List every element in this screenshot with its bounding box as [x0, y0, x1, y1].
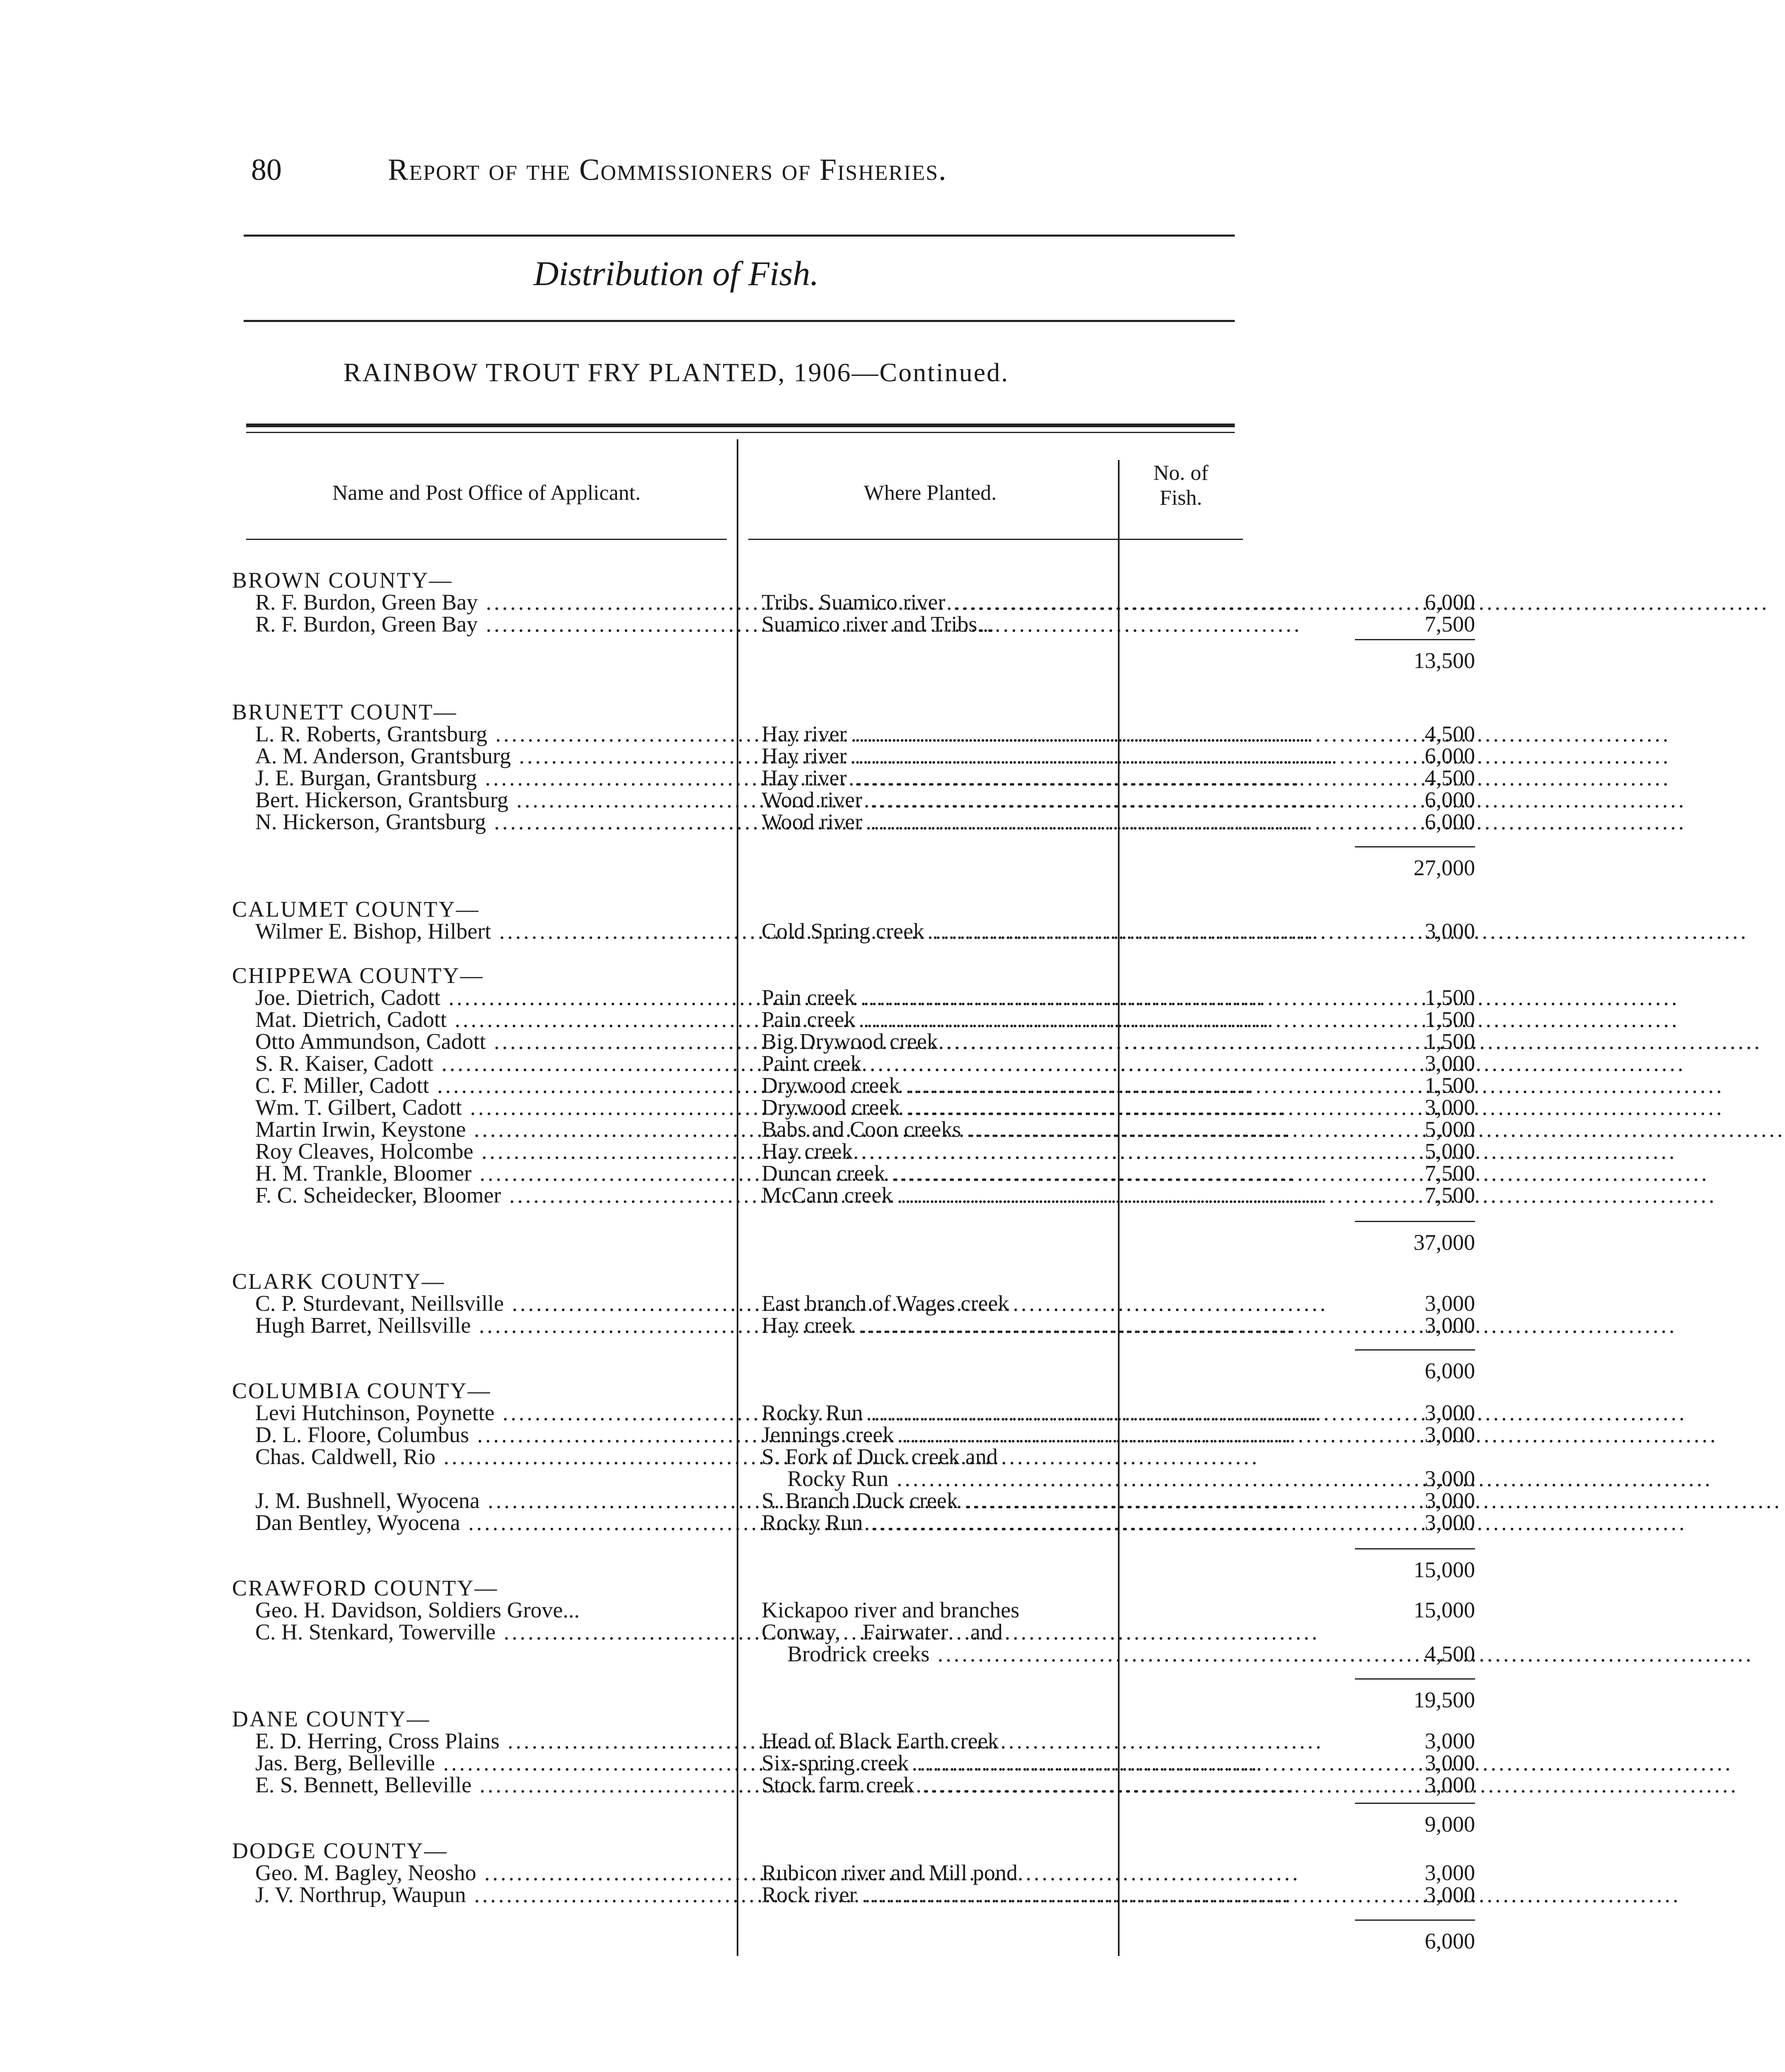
table-row: [232, 1641, 1475, 1666]
applicant-cell: Geo. M. Bagley, Neosho .....: [255, 1862, 744, 1884]
table-row: [232, 1510, 1475, 1535]
county-name: CHIPPEWA COUNTY—: [232, 963, 484, 988]
column-header-applicant: Name and Post Office of Applicant.: [332, 481, 641, 505]
table-row: [232, 1860, 1475, 1885]
applicant-cell: Otto Ammundson, Cadott .....: [255, 1031, 744, 1053]
county-block-brown: [232, 568, 1475, 673]
count-cell: 7,500: [1425, 1183, 1475, 1208]
county-name: CALUMET COUNTY—: [232, 897, 480, 922]
place-cell: S. Fork of Duck creek and: [762, 1444, 998, 1469]
applicant-cell: A. M. Anderson, Grantsburg .....: [255, 745, 744, 767]
place-cell: Suamico river and Tribs...: [762, 612, 994, 637]
place-cell: Rubicon river and Mill pond: [762, 1860, 1018, 1885]
table-row: [232, 1488, 1475, 1513]
total-rule: [1355, 1920, 1475, 1921]
running-title: Report of the Commissioners of Fisheries.: [388, 153, 947, 187]
place-cell: Babs and Coon creeks .....: [762, 1118, 1350, 1140]
county-total: 9,000: [1425, 1812, 1475, 1837]
table-row: [232, 743, 1475, 768]
county-total: 13,500: [1413, 648, 1475, 673]
count-cell: 3,000: [1425, 1860, 1475, 1885]
table-row: [232, 1598, 1475, 1622]
total-rule: [1355, 1803, 1475, 1804]
section-title: Distribution of Fish.: [533, 254, 819, 293]
table-rule-thin: [246, 432, 1235, 433]
place-cell: East branch of Wages creek: [762, 1291, 1009, 1316]
applicant-cell: D. L. Floore, Columbus .....: [255, 1424, 744, 1446]
table-row: [232, 1007, 1475, 1032]
column-header-place: Where Planted.: [863, 481, 997, 505]
count-cell: 6,000: [1425, 743, 1475, 768]
county-total: 15,000: [1413, 1557, 1475, 1582]
place-cell: Stock farm creek .....: [762, 1774, 1350, 1796]
page-number: 80: [251, 153, 282, 187]
count-cell: 7,500: [1425, 612, 1475, 637]
applicant-cell: Dan Bentley, Wyocena .....: [255, 1512, 744, 1534]
count-cell: 3,000: [1425, 1510, 1475, 1535]
column-header-count-line2: Fish.: [1159, 486, 1202, 510]
count-cell: 3,000: [1425, 919, 1475, 944]
place-cell: Drywood creek .....: [762, 1097, 1350, 1118]
county-total: 27,000: [1413, 855, 1475, 880]
count-cell: 6,000: [1425, 590, 1475, 615]
place-cell: Rocky Run .....: [787, 1468, 1376, 1490]
county-block-clark: [232, 1269, 1475, 1383]
column-header-count: [1119, 461, 1243, 511]
count-cell: 1,500: [1425, 1029, 1475, 1054]
count-cell: 1,500: [1425, 985, 1475, 1010]
applicant-cell: Levi Hutchinson, Poynette .....: [255, 1402, 744, 1424]
table-row: [232, 1422, 1475, 1447]
table-row: [232, 1161, 1475, 1186]
table-row: [232, 590, 1475, 615]
table-row: [232, 1400, 1475, 1425]
table-rule-thick: [246, 424, 1235, 427]
place-cell: Brodrick creeks .....: [787, 1643, 1376, 1665]
table-row: [232, 787, 1475, 812]
count-cell: 3,000: [1425, 1882, 1475, 1907]
count-cell: 1,500: [1425, 1073, 1475, 1098]
applicant-cell: E. S. Bennett, Belleville .....: [255, 1774, 744, 1796]
count-cell: 4,500: [1425, 765, 1475, 790]
table-row: [232, 919, 1475, 944]
applicant-cell: Wilmer E. Bishop, Hilbert .....: [255, 920, 744, 942]
table-row: [232, 612, 1475, 637]
applicant-cell: Chas. Caldwell, Rio .....: [255, 1446, 744, 1468]
county-total: 19,500: [1413, 1687, 1475, 1712]
count-cell: 15,000: [1413, 1598, 1475, 1622]
applicant-cell: R. F. Burdon, Green Bay .....: [255, 591, 744, 613]
county-total: 6,000: [1425, 1358, 1475, 1383]
column-header-underline-left: [246, 539, 727, 540]
count-cell: 3,000: [1425, 1488, 1475, 1513]
applicant-cell: S. R. Kaiser, Cadott .....: [255, 1053, 744, 1075]
place-cell: Duncan creek .....: [762, 1162, 1350, 1184]
table-row: [232, 721, 1475, 746]
applicant-cell: Jas. Berg, Belleville .....: [255, 1752, 744, 1774]
table-row: [232, 1621, 1243, 1643]
place-cell: Rocky Run .....: [762, 1512, 1350, 1534]
count-cell: 3,000: [1425, 1728, 1475, 1753]
place-cell: Rocky Run .....: [762, 1402, 1350, 1424]
table-row: [232, 1117, 1475, 1142]
applicant-cell: C. P. Sturdevant, Neillsville .....: [255, 1293, 744, 1314]
applicant-cell: J. V. Northrup, Waupun .....: [255, 1884, 744, 1906]
table-row: [232, 1446, 1243, 1468]
count-cell: 3,000: [1425, 1291, 1475, 1316]
table-row: [232, 1051, 1475, 1076]
place-cell: Hay creek .....: [762, 1140, 1350, 1162]
county-name: BRUNETT COUNT—: [232, 700, 457, 724]
county-block-columbia: [232, 1378, 1475, 1582]
count-cell: 6,000: [1425, 787, 1475, 812]
table-title: RAINBOW TROUT FRY PLANTED, 1906—Continued.: [343, 358, 1009, 387]
count-cell: 4,500: [1425, 1641, 1475, 1666]
count-cell: 3,000: [1425, 1313, 1475, 1338]
total-rule: [1355, 1221, 1475, 1222]
table-row: [232, 1750, 1475, 1775]
count-cell: 5,000: [1425, 1117, 1475, 1142]
place-cell: Pain creek .....: [762, 987, 1350, 1009]
table-row: [232, 1073, 1475, 1098]
place-cell: Drywood creek .....: [762, 1075, 1350, 1097]
applicant-cell: Wm. T. Gilbert, Cadott .....: [255, 1097, 744, 1118]
applicant-cell: R. F. Burdon, Green Bay .....: [255, 613, 744, 635]
place-cell: McCann creek .....: [762, 1184, 1350, 1206]
place-cell: Paint creek .....: [762, 1053, 1350, 1075]
county-total: 37,000: [1413, 1230, 1475, 1255]
applicant-cell: Mat. Dietrich, Cadott .....: [255, 1009, 744, 1031]
header-rule-bottom: [244, 320, 1235, 322]
count-cell: 3,000: [1425, 1750, 1475, 1775]
table-row: [232, 1882, 1475, 1907]
place-cell: Kickapoo river and branches: [762, 1598, 1020, 1622]
applicant-cell: Geo. H. Davidson, Soldiers Grove...: [255, 1598, 580, 1622]
place-cell: Big Drywood creek .....: [762, 1031, 1350, 1053]
table-row: [232, 1291, 1475, 1316]
total-rule: [1355, 1678, 1475, 1680]
place-cell: Hay river .....: [762, 745, 1350, 767]
applicant-cell: Joe. Dietrich, Cadott .....: [255, 987, 744, 1009]
county-name: DANE COUNTY—: [232, 1706, 431, 1731]
table-row: [232, 765, 1475, 790]
table-row: [232, 1728, 1475, 1753]
applicant-cell: N. Hickerson, Grantsburg .....: [255, 811, 744, 833]
county-name: DODGE COUNTY—: [232, 1838, 448, 1863]
header-rule-top: [244, 235, 1235, 237]
applicant-cell: Bert. Hickerson, Grantsburg .....: [255, 789, 744, 811]
applicant-cell: Roy Cleaves, Holcombe .....: [255, 1140, 744, 1162]
total-rule: [1355, 1349, 1475, 1351]
count-cell: 3,000: [1425, 1772, 1475, 1797]
place-cell: Six-spring creek .....: [762, 1752, 1350, 1774]
applicant-cell: H. M. Trankle, Bloomer .....: [255, 1162, 744, 1184]
table-row: [232, 1183, 1475, 1208]
place-cell: Head of Black Earth creek: [762, 1728, 999, 1753]
table-row: [232, 1313, 1475, 1338]
applicant-cell: F. C. Scheidecker, Bloomer .....: [255, 1184, 744, 1206]
county-name: CRAWFORD COUNTY—: [232, 1576, 498, 1600]
total-rule: [1355, 846, 1475, 847]
applicant-cell: Hugh Barret, Neillsville .....: [255, 1314, 744, 1336]
total-rule: [1355, 639, 1475, 640]
table-row: [232, 1772, 1475, 1797]
running-head: [251, 152, 1246, 190]
county-name: CLARK COUNTY—: [232, 1269, 445, 1294]
county-name: COLUMBIA COUNTY—: [232, 1378, 491, 1403]
table-row: [232, 985, 1475, 1010]
count-cell: 6,000: [1425, 809, 1475, 834]
count-cell: 3,000: [1425, 1095, 1475, 1120]
count-cell: 3,000: [1425, 1051, 1475, 1076]
place-cell: Wood river .....: [762, 811, 1350, 833]
applicant-cell: C. F. Miller, Cadott .....: [255, 1075, 744, 1097]
county-name: BROWN COUNTY—: [232, 568, 453, 593]
table-row: [232, 1139, 1475, 1164]
total-rule: [1355, 1548, 1475, 1549]
place-cell: Cold Spring creek .....: [762, 920, 1350, 942]
count-cell: 3,000: [1425, 1466, 1475, 1491]
applicant-cell: C. H. Stenkard, Towerville .....: [255, 1621, 744, 1643]
count-cell: 5,000: [1425, 1139, 1475, 1164]
county-block-dane: [232, 1706, 1475, 1837]
place-cell: Jennings creek .....: [762, 1424, 1350, 1446]
county-block-brunett: [232, 700, 1475, 880]
county-block-calumet: [232, 897, 1475, 944]
place-cell: Wood river .....: [762, 789, 1350, 811]
place-cell: Conway, Fairwater and: [762, 1619, 1003, 1644]
county-block-crawford: [232, 1576, 1475, 1712]
count-cell: 1,500: [1425, 1007, 1475, 1032]
applicant-cell: Martin Irwin, Keystone .....: [255, 1118, 744, 1140]
applicant-cell: J. E. Burgan, Grantsburg .....: [255, 767, 744, 789]
column-header-underline-right: [748, 539, 1243, 540]
place-cell: Hay river .....: [762, 767, 1350, 789]
applicant-cell: J. M. Bushnell, Wyocena .....: [255, 1490, 744, 1512]
table-row: [232, 1095, 1475, 1120]
county-block-dodge: [232, 1838, 1475, 1953]
count-cell: 3,000: [1425, 1400, 1475, 1425]
place-cell: S. Branch Duck creek .....: [762, 1490, 1350, 1512]
column-header-count-line1: No. of: [1153, 461, 1209, 485]
place-cell: Rock river .....: [762, 1884, 1350, 1906]
table-row: [232, 1466, 1475, 1491]
applicant-cell: E. D. Herring, Cross Plains .....: [255, 1730, 744, 1752]
applicant-cell: L. R. Roberts, Grantsburg .....: [255, 723, 744, 745]
table-row: [232, 809, 1475, 834]
count-cell: 4,500: [1425, 721, 1475, 746]
table-row: [232, 1029, 1475, 1054]
county-block-chippewa: [232, 963, 1475, 1255]
place-cell: Hay river .....: [762, 723, 1350, 745]
place-cell: Hay creek .....: [762, 1314, 1350, 1336]
count-cell: 3,000: [1425, 1422, 1475, 1447]
county-total: 6,000: [1425, 1929, 1475, 1953]
count-cell: 7,500: [1425, 1161, 1475, 1186]
place-cell: Pain creek .....: [762, 1009, 1350, 1031]
place-cell: Tribs. Suamico river .....: [762, 591, 1350, 613]
